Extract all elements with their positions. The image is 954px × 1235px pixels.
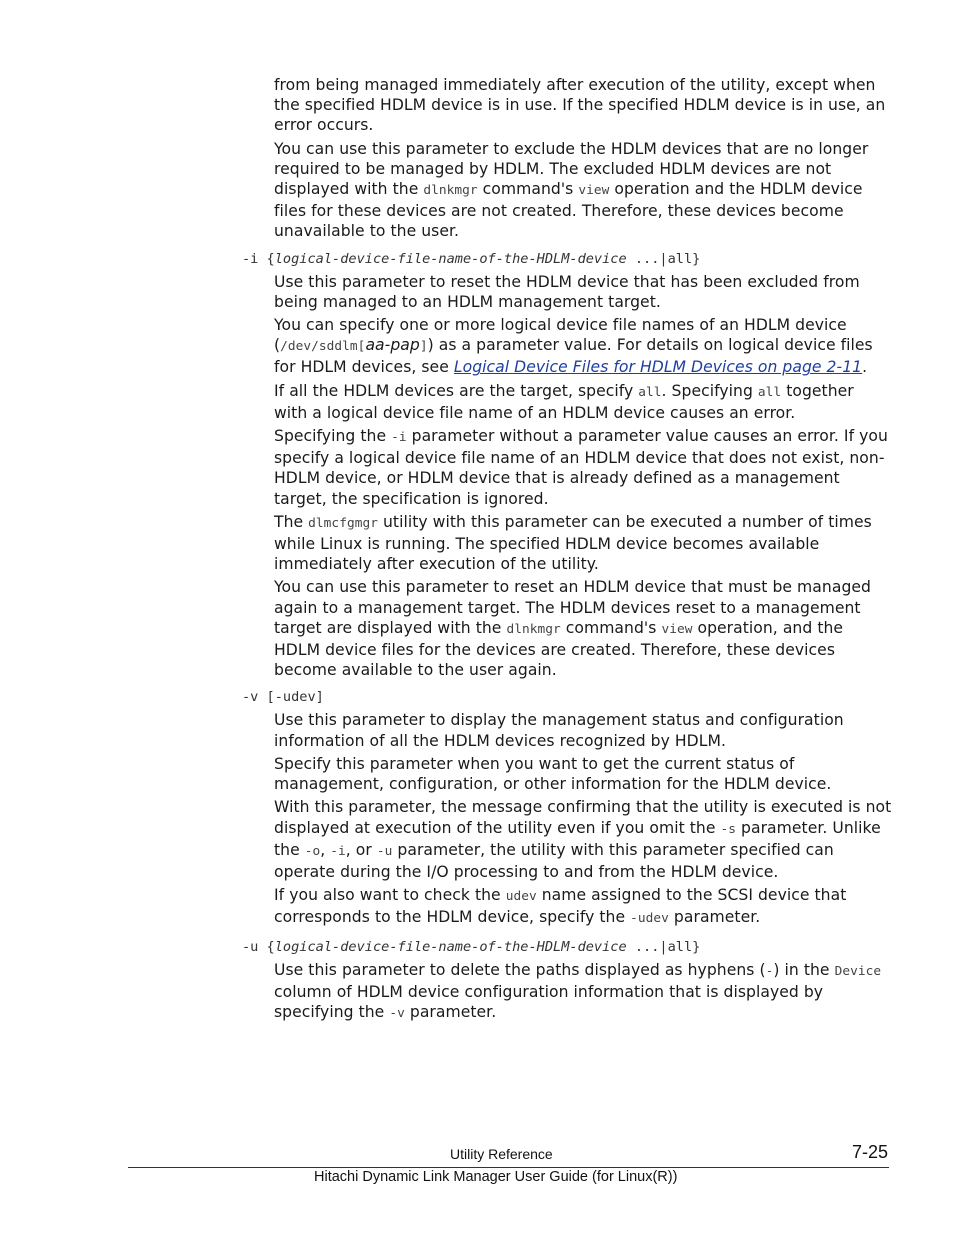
page-body xyxy=(0,75,954,1024)
inline-code: -v xyxy=(389,1005,405,1021)
param-v-description: Use this parameter to display the management status and configuration information of all the HDLM devices recognized by HDLM. xyxy=(274,711,844,750)
inline-code: -o xyxy=(304,843,321,859)
param-u-heading: -u {logical-device-file-name-of-the-HDLM-device ...|all} xyxy=(242,938,701,955)
param-v-usage-paragraph: Specify this parameter when you want to get the current status of management, configuration, or other information for the HDLM device. xyxy=(274,754,832,794)
inline-code: all xyxy=(638,384,662,400)
cross-reference-link[interactable]: Logical Device Files for HDLM Devices on page 2-11 xyxy=(453,358,863,377)
inline-code: Device xyxy=(834,963,882,979)
param-v-heading: -v [-udev] xyxy=(242,689,324,706)
exclude-note-paragraph: You can use this parameter to exclude the HDLM devices that are no longer required to be managed by HDLM. The excluded HDLM devices are not displayed with the dlnkmgr command's view operation and the HDLM device files for these devices are not created. Therefore, these devices become unavailable to the user. xyxy=(274,139,869,241)
param-i-reset-paragraph: You can use this parameter to reset an HDLM device that must be managed again to a management target. The HDLM devices reset to a management target are displayed with the dlnkmgr command's view operation, and the HDLM device files for the devices are created. Therefore, these devices become available to the user again. xyxy=(274,578,871,680)
inline-code: dlnkmgr xyxy=(423,183,478,199)
inline-code: view xyxy=(661,621,693,637)
param-u-description: Use this parameter to delete the paths displayed as hyphens (-) in the Device column of HDLM device configuration information that is displayed by specifying the -v parameter. xyxy=(274,960,882,1021)
param-i-all-paragraph: If all the HDLM devices are the target, specify all. Specifying all together with a logical device file name of an HDLM device causes an error. xyxy=(274,381,854,422)
inline-code: -i xyxy=(330,843,346,859)
footer-book-title: Hitachi Dynamic Link Manager User Guide (for Linux(R)) xyxy=(314,1169,678,1185)
param-v-message-paragraph: With this parameter, the message confirming that the utility is executed is not displayed at execution of the utility even if you omit the -s parameter. Unlike the -o, -i, or -u parameter, the utility with this parameter specified can operate during the I/O processing to and from the HDLM device. xyxy=(274,798,892,881)
inline-code: dlnkmgr xyxy=(506,621,561,637)
inline-code: -u xyxy=(376,843,393,859)
param-i-heading: -i {logical-device-file-name-of-the-HDLM-device ...|all} xyxy=(242,250,701,267)
param-i-description: Use this parameter to reset the HDLM device that has been excluded from being managed to an HDLM management target. xyxy=(274,272,860,311)
inline-code: -i xyxy=(391,430,407,446)
inline-code: view xyxy=(578,183,610,199)
inline-code: /dev/sddlm[ xyxy=(280,339,366,355)
param-i-values-paragraph: You can specify one or more logical device file names of an HDLM device (/dev/sddlm[aa-pap]) as a parameter value. For details on logical device files for HDLM devices, see Logical Device Files for HDLM Devices on page 2-11. xyxy=(274,316,873,377)
footer-divider xyxy=(128,1167,889,1168)
param-i-error-paragraph: Specifying the -i parameter without a parameter value causes an error. If you specify a logical device file name of an HDLM device that does not exist, non-HDLM device, or HDLM device that is already defined as a management target, the specification is ignored. xyxy=(274,427,888,508)
inline-code: udev xyxy=(505,889,537,905)
continuation-paragraph: from being managed immediately after execution of the utility, except when the specified HDLM device is in use. If the specified HDLM device is in use, an error occurs. xyxy=(274,76,886,135)
inline-code: dlmcfgmgr xyxy=(308,515,378,531)
page-number: 7-25 xyxy=(851,1142,888,1162)
inline-code: all xyxy=(757,384,782,400)
param-i-utility-paragraph: The dlmcfgmgr utility with this parameter can be executed a number of times while Linux is running. The specified HDLM device becomes available immediately after execution of the utility. xyxy=(274,512,872,574)
inline-code: - xyxy=(765,963,774,979)
footer-section-title: Utility Reference xyxy=(450,1146,553,1162)
inline-code: -udev xyxy=(630,911,669,927)
param-v-udev-paragraph: If you also want to check the udev name assigned to the SCSI device that corresponds to the HDLM device, specify the -udev parameter. xyxy=(274,886,847,927)
inline-code: ] xyxy=(419,339,428,355)
inline-code: -s xyxy=(720,821,737,837)
